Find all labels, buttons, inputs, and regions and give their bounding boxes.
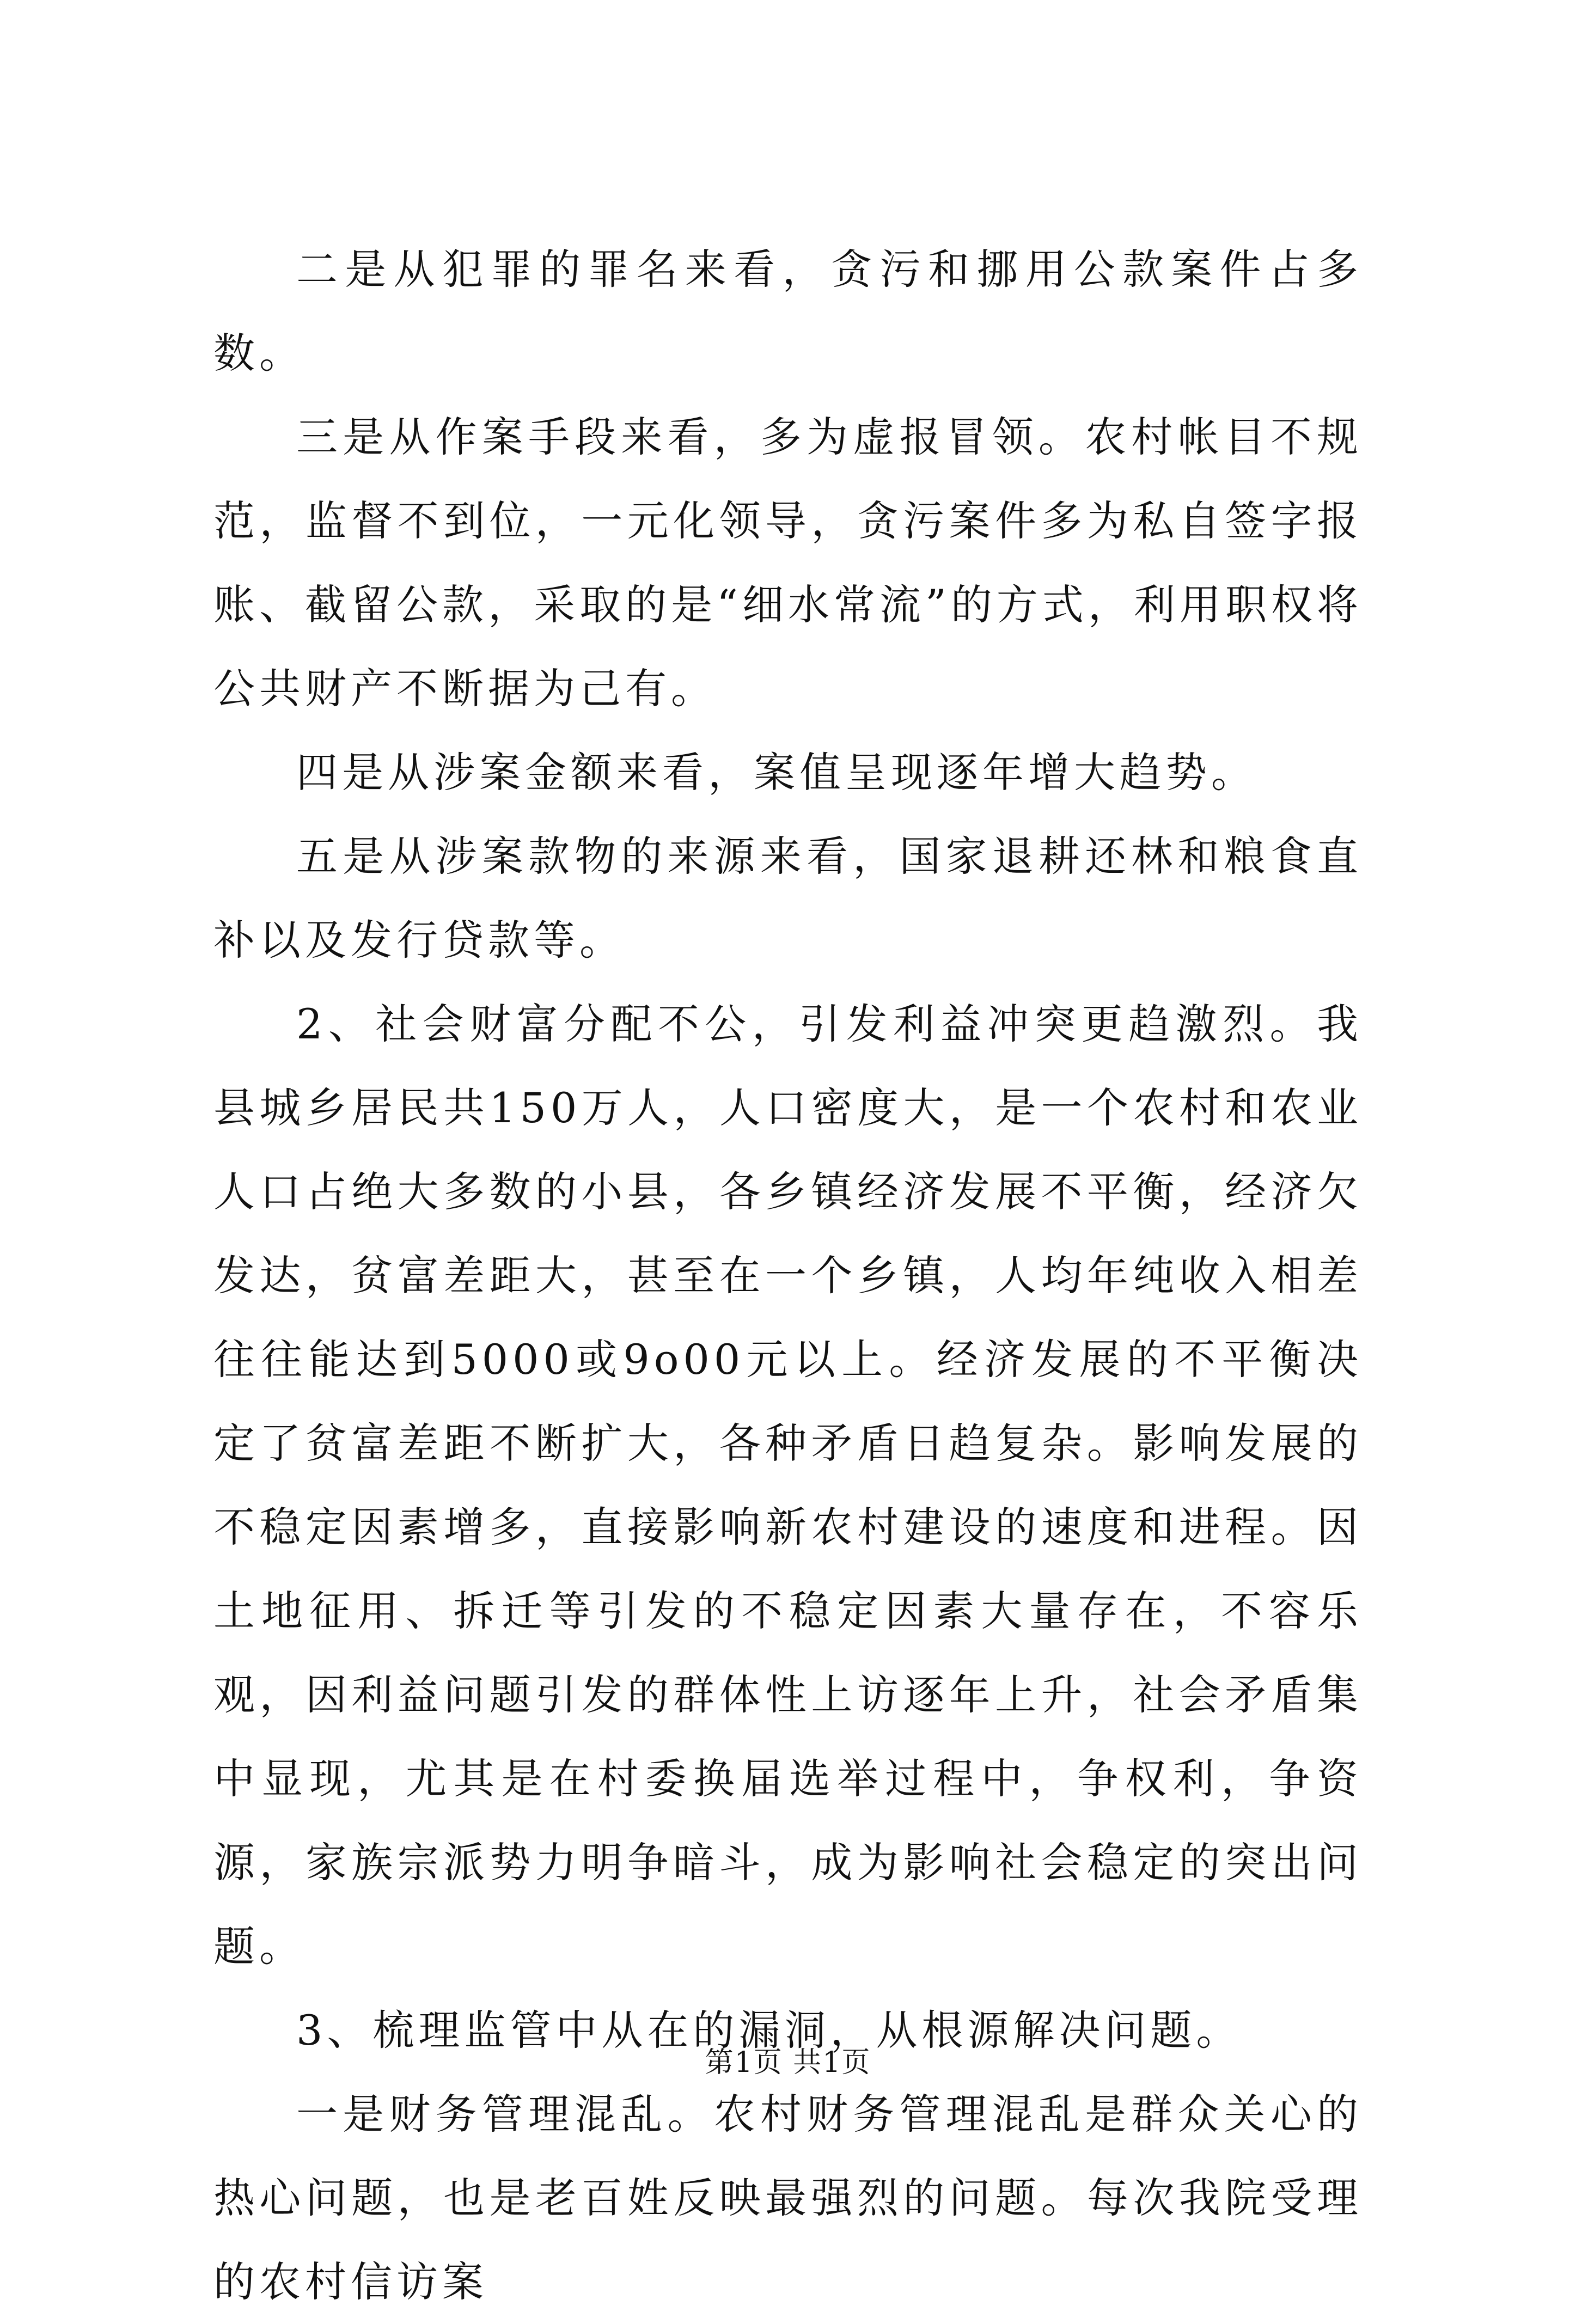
paragraph: 四是从涉案金额来看，案值呈现逐年增大趋势。	[296, 748, 1257, 797]
page-footer: 第1页 共1页	[705, 2046, 871, 2079]
paragraph: 一是财务管理混乱。农村财务管理混乱是群众关心的热心问题，也是老百姓反映最强烈的问题。每次我院受理的农村信访案	[213, 2090, 1363, 2306]
paragraph: 3、梳理监管中从在的漏洞，从根源解决问题。	[296, 2006, 1242, 2054]
paragraph: 2、社会财富分配不公，引发利益冲突更趋激烈。我县城乡居民共150万人，人口密度大，是一个农村和农业人口占绝大多数的小县，各乡镇经济发展不平衡，经济欠发达，贫富差距大，甚至在一个乡镇，人均年纯收入相差往往能达到5000或9o00元以上。经济发展的不平衡决定了贫富差距不断扩大，各种矛盾日趋复杂。影响发展的不稳定因素增多，直接影响新农村建设的速度和进程。因土地征用、拆迁等引发的不稳定因素大量存在，不容乐观，因利益问题引发的群体性上访逐年上升，社会矛盾集中显现，尤其是在村委换届选举过程中，争权利，争资源，家族宗派势力明争暗斗，成为影响社会稳定的突出问题。	[213, 1000, 1363, 1971]
paragraph: 五是从涉案款物的来源来看，国家退耕还林和粮食直补以及发行贷款等。	[213, 832, 1363, 964]
paragraph: 二是从犯罪的罪名来看，贪污和挪用公款案件占多数。	[213, 245, 1363, 377]
document-body	[213, 228, 1363, 2324]
paragraph: 三是从作案手段来看，多为虚报冒领。农村帐目不规范，监督不到位，一元化领导，贪污案件多为私自签字报账、截留公款，采取的是“细水常流”的方式，利用职权将公共财产不断据为己有。	[213, 413, 1363, 713]
